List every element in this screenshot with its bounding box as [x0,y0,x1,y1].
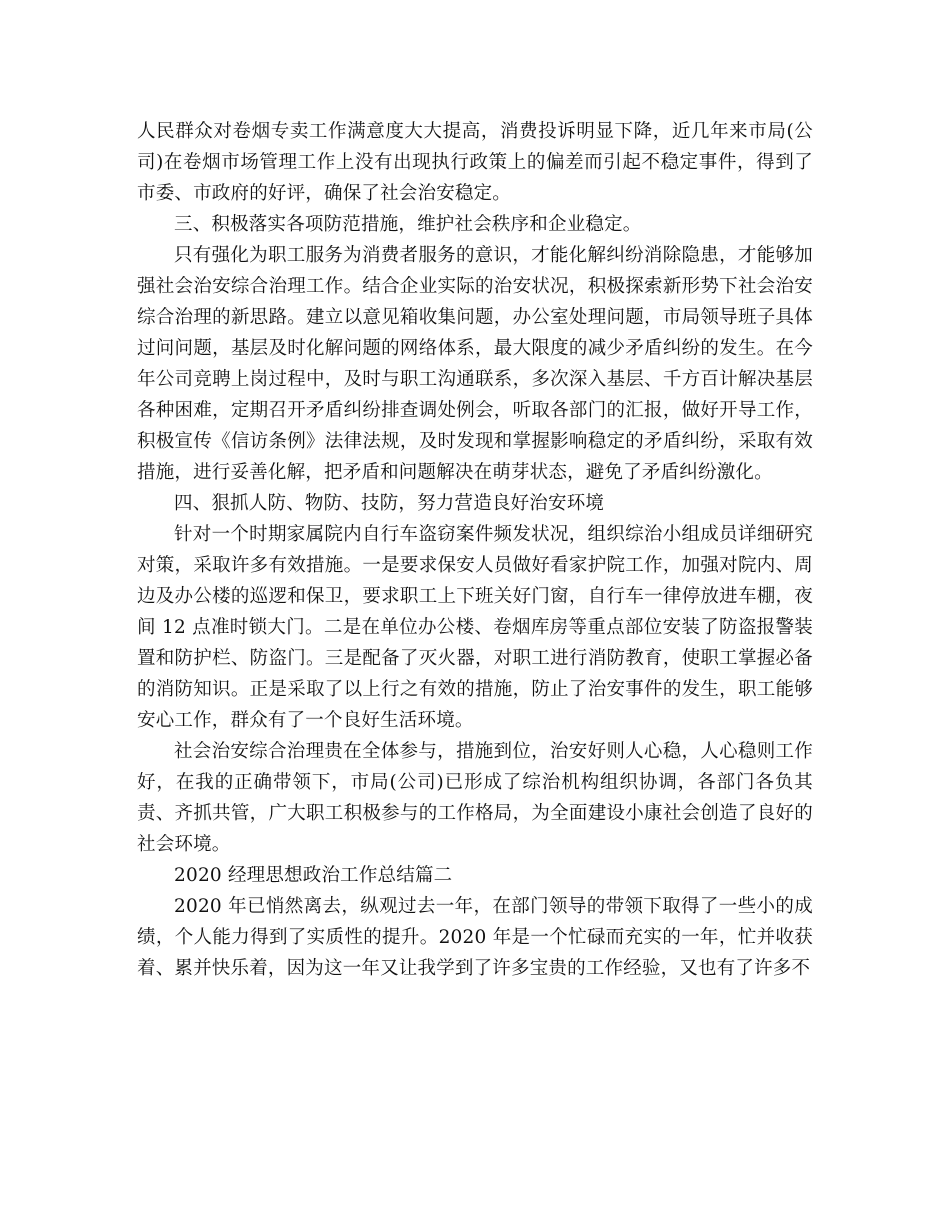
document-body [137,116,813,984]
section-heading-3: 三、积极落实各项防范措施，维护社会秩序和企业稳定。 [174,214,642,235]
paragraph-summary: 社会治安综合治理贵在全体参与，措施到位，治安好则人心稳，人心稳则工作好，在我的正确带领下，市局(公司)已形成了综治机构组织协调，各部门各负其责、齐抓共管，广大职工积极参与的工作格局，为全面建设小康社会创造了良好的社会环境。 [137,741,813,855]
paragraph-intro: 人民群众对卷烟专卖工作满意度大大提高，消费投诉明显下降，近几年来市局(公司)在卷烟市场管理工作上没有出现执行政策上的偏差而引起不稳定事件，得到了市委、市政府的好评，确保了社会治安稳定。 [137,121,813,204]
paragraph-prevention-measures: 只有强化为职工服务为消费者服务的意识，才能化解纠纷消除隐患，才能够加强社会治安综合治理工作。结合企业实际的治安状况，积极探索新形势下社会治安综合治理的新思路。建立以意见箱收集问题，办公室处理问题，市局领导班子具体过问问题，基层及时化解问题的网络体系，最大限度的减少矛盾纠纷的发生。在今年公司竞聘上岗过程中，及时与职工沟通联系，多次深入基层、千方百计解决基层各种困难，定期召开矛盾纠纷排查调处例会，听取各部门的汇报，做好开导工作，积极宣传《信访条例》法律法规，及时发现和掌握影响稳定的矛盾纠纷，采取有效措施，进行妥善化解，把矛盾和问题解决在萌芽状态，避免了矛盾纠纷激化。 [137,245,813,483]
section-heading-4: 四、狠抓人防、物防、技防，努力营造良好治安环境 [174,493,605,514]
article-title-2: 2020 经理思想政治工作总结篇二 [174,865,453,886]
paragraph-review: 2020 年已悄然离去，纵观过去一年，在部门领导的带领下取得了一些小的成绩，个人能力得到了实质性的提升。2020 年是一个忙碌而充实的一年，忙并收获着、累并快乐着，因为这一年又让我学到了许多宝贵的工作经验，又也有了许多不 [137,896,813,979]
paragraph-security-measures: 针对一个时期家属院内自行车盗窃案件频发状况，组织综治小组成员详细研究对策，采取许多有效措施。一是要求保安人员做好看家护院工作，加强对院内、周边及办公楼的巡逻和保卫，要求职工上下班关好门窗，自行车一律停放进车棚，夜间 12 点准时锁大门。二是在单位办公楼、卷烟库房等重点部位安装了防盗报警装置和防护栏、防盗门。三是配备了灭火器，对职工进行消防教育，使职工掌握必备的消防知识。正是采取了以上行之有效的措施，防止了治安事件的发生，职工能够安心工作，群众有了一个良好生活环境。 [137,524,813,731]
